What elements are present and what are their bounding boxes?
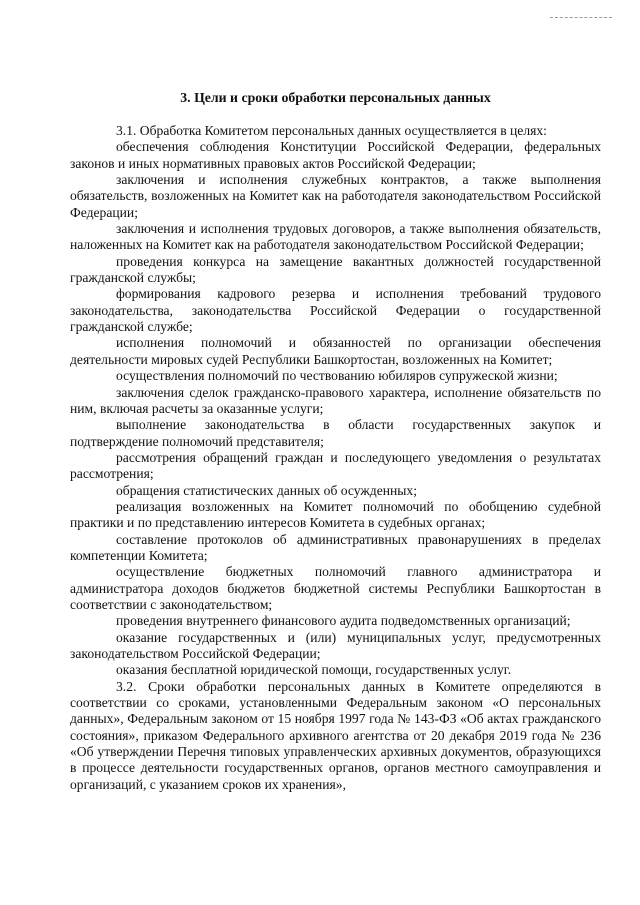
paragraph: заключения и исполнения служебных контрактов, а также выполнения обязательств, возложенных на Комитет как на работодателя законодательством Российской Федерации; bbox=[70, 172, 601, 220]
paragraph: оказания бесплатной юридической помощи, государственных услуг. bbox=[116, 662, 512, 678]
paragraph: проведения конкурса на замещение вакантных должностей государственной гражданской службы; bbox=[70, 253, 601, 286]
paragraph: обеспечения соблюдения Конституции Российской Федерации, федеральных законов и иных нормативных правовых актов Российской Федерации; bbox=[70, 139, 601, 171]
paragraph: составление протоколов об административных правонарушениях в пределах компетенции Комитета; bbox=[70, 531, 601, 563]
paragraph: исполнения полномочий и обязанностей по организации обеспечения деятельности мировых судей Республики Башкортостан, возложенных на Комитет; bbox=[70, 335, 601, 367]
paragraph: заключения и исполнения трудовых договоров, а также выполнения обязательств, наложенных на Комитет как на работодателя законодательством Российской Федерации; bbox=[70, 221, 601, 253]
paragraph: 3.1. Обработка Комитетом персональных данных осуществляется в целях: bbox=[116, 123, 547, 138]
paragraph: обращения статистических данных об осужденных; bbox=[116, 482, 417, 498]
header-mark bbox=[550, 17, 612, 19]
paragraph: выполнение законодательства в области государственных закупок и подтверждение полномочий представителя; bbox=[70, 417, 601, 449]
paragraph: заключения сделок гражданско-правового характера, исполнение обязательств по ним, включая расчеты за оказанные услуги; bbox=[70, 384, 601, 416]
paragraph: осуществление бюджетных полномочий главного администратора и администратора доходов бюджетов бюджетной системы Республики Башкортостан в соответствии с законодательством; bbox=[70, 564, 601, 612]
paragraph: осуществления полномочий по чествованию юбиляров супружеской жизни; bbox=[116, 368, 558, 384]
paragraph: реализация возложенных на Комитет полномочий по обобщению судебной практики и по представлению интересов Комитета в судебных органах; bbox=[70, 498, 601, 531]
paragraph: 3.2. Сроки обработки персональных данных в Комитете определяются в соответствии со сроками, установленными Федеральным законом «О персональных данных», Федеральным законом от 15 ноября 1997 года № 143-ФЗ «Об актах гражданского состояния», приказом Федерального архивного агентства от 20 декабря 2019 года № 236 «Об утверждении Перечня типовых управленческих архивных документов, образующихся в процессе деятельности государственных органов, органов местного самоуправления и организаций, с указанием сроков их хранения», bbox=[70, 678, 601, 792]
document-page bbox=[70, 88, 601, 793]
section-heading: 3. Цели и сроки обработки персональных данных bbox=[180, 90, 491, 105]
paragraph: проведения внутреннего финансового аудита подведомственных организаций; bbox=[116, 613, 571, 629]
paragraph: формирования кадрового резерва и исполнения требований трудового законодательства, законодательства Российской Федерации о государственной гражданской службе; bbox=[70, 286, 601, 335]
paragraph: рассмотрения обращений граждан и последующего уведомления о результатах рассмотрения; bbox=[70, 449, 601, 482]
paragraph: оказание государственных и (или) муниципальных услуг, предусмотренных законодательством Российской Федерации; bbox=[70, 629, 601, 661]
